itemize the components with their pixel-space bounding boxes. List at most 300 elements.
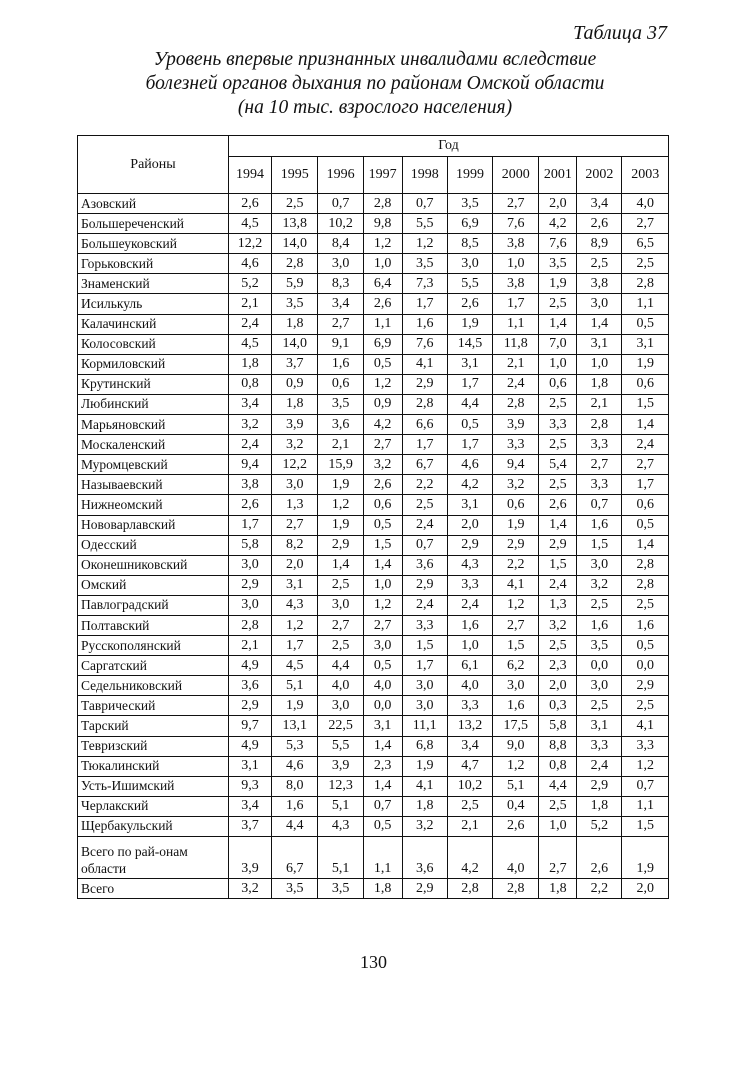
- table-row: [78, 816, 669, 836]
- value-cell: 1,9: [622, 354, 669, 374]
- value-cell: 3,9: [272, 415, 318, 435]
- value-cell: 3,1: [272, 575, 318, 595]
- value-cell: 6,9: [363, 334, 402, 354]
- value-cell: 3,2: [363, 455, 402, 475]
- value-cell: 4,2: [447, 475, 492, 495]
- value-cell: 4,4: [447, 394, 492, 414]
- table-row: [78, 194, 669, 214]
- value-cell: 1,9: [402, 756, 447, 776]
- table-row: [78, 415, 669, 435]
- value-cell: 0,0: [577, 656, 622, 676]
- value-cell: 0,0: [622, 656, 669, 676]
- table-row: [78, 796, 669, 816]
- title-line: болезней органов дыхания по районам Омской области: [145, 73, 605, 94]
- value-cell: 1,7: [402, 294, 447, 314]
- value-cell: 2,6: [539, 495, 577, 515]
- value-cell: 2,6: [577, 837, 622, 879]
- value-cell: 0,5: [363, 515, 402, 535]
- value-cell: 2,7: [577, 455, 622, 475]
- value-cell: 3,4: [228, 796, 271, 816]
- table-row: [78, 716, 669, 736]
- value-cell: 1,8: [402, 796, 447, 816]
- value-cell: 3,6: [228, 676, 271, 696]
- table-row: [78, 374, 669, 394]
- value-cell: 1,4: [577, 314, 622, 334]
- value-cell: 5,9: [272, 274, 318, 294]
- value-cell: 1,6: [577, 615, 622, 635]
- value-cell: 2,7: [539, 837, 577, 879]
- value-cell: 1,2: [363, 374, 402, 394]
- value-cell: 7,6: [493, 214, 539, 234]
- value-cell: 6,1: [447, 656, 492, 676]
- value-cell: 4,3: [447, 555, 492, 575]
- value-cell: 2,5: [318, 636, 363, 656]
- value-cell: 1,7: [272, 636, 318, 656]
- value-cell: 2,7: [493, 194, 539, 214]
- table-row: [78, 294, 669, 314]
- value-cell: 2,2: [402, 475, 447, 495]
- value-cell: 0,6: [493, 495, 539, 515]
- value-cell: 0,7: [402, 535, 447, 555]
- value-cell: 1,6: [402, 314, 447, 334]
- value-cell: 2,4: [493, 374, 539, 394]
- value-cell: 6,4: [363, 274, 402, 294]
- table-row: [78, 515, 669, 535]
- value-cell: 8,0: [272, 776, 318, 796]
- value-cell: 3,3: [493, 435, 539, 455]
- value-cell: 4,0: [622, 194, 669, 214]
- value-cell: 9,7: [228, 716, 271, 736]
- value-cell: 3,1: [447, 495, 492, 515]
- value-cell: 8,3: [318, 274, 363, 294]
- value-cell: 12,2: [228, 234, 271, 254]
- value-cell: 4,1: [402, 776, 447, 796]
- value-cell: 2,7: [622, 455, 669, 475]
- district-name-cell: Омский: [78, 575, 229, 595]
- value-cell: 2,5: [577, 254, 622, 274]
- value-cell: 7,0: [539, 334, 577, 354]
- value-cell: 22,5: [318, 716, 363, 736]
- value-cell: 2,8: [493, 394, 539, 414]
- district-name-cell: Павлоградский: [78, 595, 229, 615]
- value-cell: 1,5: [402, 636, 447, 656]
- value-cell: 1,2: [363, 234, 402, 254]
- value-cell: 2,8: [272, 254, 318, 274]
- value-cell: 4,3: [318, 816, 363, 836]
- district-name-cell: Всего: [78, 879, 229, 899]
- value-cell: 10,2: [318, 214, 363, 234]
- value-cell: 3,5: [402, 254, 447, 274]
- value-cell: 0,5: [622, 636, 669, 656]
- value-cell: 0,7: [318, 194, 363, 214]
- value-cell: 6,9: [447, 214, 492, 234]
- value-cell: 1,1: [622, 294, 669, 314]
- value-cell: 2,1: [577, 394, 622, 414]
- value-cell: 1,4: [363, 776, 402, 796]
- value-cell: 2,7: [318, 615, 363, 635]
- year-header-cell: 2003: [622, 157, 669, 194]
- value-cell: 6,7: [402, 455, 447, 475]
- table-row: [78, 314, 669, 334]
- table-row: [78, 575, 669, 595]
- value-cell: 3,8: [493, 274, 539, 294]
- value-cell: 3,0: [577, 294, 622, 314]
- value-cell: 2,5: [577, 696, 622, 716]
- value-cell: 3,4: [577, 194, 622, 214]
- value-cell: 1,6: [493, 696, 539, 716]
- value-cell: 6,8: [402, 736, 447, 756]
- value-cell: 9,3: [228, 776, 271, 796]
- value-cell: 3,0: [272, 475, 318, 495]
- district-name-cell: Тарский: [78, 716, 229, 736]
- value-cell: 3,3: [622, 736, 669, 756]
- value-cell: 13,1: [272, 716, 318, 736]
- value-cell: 4,9: [228, 656, 271, 676]
- value-cell: 1,4: [539, 515, 577, 535]
- value-cell: 5,5: [402, 214, 447, 234]
- value-cell: 2,5: [622, 254, 669, 274]
- value-cell: 1,0: [447, 636, 492, 656]
- value-cell: 2,5: [272, 194, 318, 214]
- district-name-cell: Азовский: [78, 194, 229, 214]
- value-cell: 8,9: [577, 234, 622, 254]
- value-cell: 4,1: [493, 575, 539, 595]
- value-cell: 1,4: [363, 555, 402, 575]
- value-cell: 2,9: [577, 776, 622, 796]
- table-row: [78, 254, 669, 274]
- value-cell: 7,6: [539, 234, 577, 254]
- table-row: [78, 354, 669, 374]
- value-cell: 3,5: [447, 194, 492, 214]
- value-cell: 1,8: [228, 354, 271, 374]
- value-cell: 2,5: [402, 495, 447, 515]
- district-name-cell: Нововарлавский: [78, 515, 229, 535]
- value-cell: 2,0: [447, 515, 492, 535]
- table-body: [78, 194, 669, 899]
- district-name-cell: Полтавский: [78, 615, 229, 635]
- value-cell: 9,4: [228, 455, 271, 475]
- value-cell: 4,4: [539, 776, 577, 796]
- value-cell: 4,9: [228, 736, 271, 756]
- year-header-cell: 1994: [228, 157, 271, 194]
- value-cell: 5,1: [493, 776, 539, 796]
- value-cell: 1,0: [577, 354, 622, 374]
- table-row: [78, 435, 669, 455]
- value-cell: 1,8: [577, 796, 622, 816]
- table-row: [78, 756, 669, 776]
- value-cell: 14,5: [447, 334, 492, 354]
- value-cell: 3,1: [577, 716, 622, 736]
- value-cell: 1,1: [493, 314, 539, 334]
- value-cell: 2,7: [318, 314, 363, 334]
- value-cell: 1,6: [272, 796, 318, 816]
- value-cell: 8,8: [539, 736, 577, 756]
- value-cell: 0,7: [402, 194, 447, 214]
- value-cell: 1,5: [622, 394, 669, 414]
- district-name-cell: Колосовский: [78, 334, 229, 354]
- district-name-cell: Тюкалинский: [78, 756, 229, 776]
- value-cell: 2,0: [272, 555, 318, 575]
- table-row: [78, 736, 669, 756]
- value-cell: 2,4: [402, 515, 447, 535]
- value-cell: 1,8: [272, 314, 318, 334]
- value-cell: 1,0: [539, 816, 577, 836]
- district-name-cell: Саргатский: [78, 656, 229, 676]
- year-header-cell: 1995: [272, 157, 318, 194]
- value-cell: 6,7: [272, 837, 318, 879]
- value-cell: 1,1: [622, 796, 669, 816]
- value-cell: 2,6: [447, 294, 492, 314]
- value-cell: 0,6: [539, 374, 577, 394]
- value-cell: 1,0: [363, 254, 402, 274]
- value-cell: 0,7: [577, 495, 622, 515]
- value-cell: 4,2: [363, 415, 402, 435]
- table-row: [78, 535, 669, 555]
- value-cell: 2,3: [363, 756, 402, 776]
- district-name-cell: Черлакский: [78, 796, 229, 816]
- district-name-cell: Крутинский: [78, 374, 229, 394]
- value-cell: 4,0: [363, 676, 402, 696]
- table-row: [78, 455, 669, 475]
- value-cell: 1,6: [622, 615, 669, 635]
- value-cell: 13,2: [447, 716, 492, 736]
- title-line: (на 10 тыс. взрослого населения): [237, 97, 513, 118]
- table-row: [78, 334, 669, 354]
- value-cell: 3,4: [318, 294, 363, 314]
- value-cell: 3,8: [228, 475, 271, 495]
- value-cell: 3,0: [577, 555, 622, 575]
- value-cell: 1,6: [577, 515, 622, 535]
- value-cell: 1,5: [577, 535, 622, 555]
- value-cell: 1,7: [402, 656, 447, 676]
- value-cell: 0,5: [363, 816, 402, 836]
- value-cell: 1,9: [318, 515, 363, 535]
- value-cell: 2,7: [272, 515, 318, 535]
- value-cell: 2,5: [539, 636, 577, 656]
- value-cell: 0,8: [228, 374, 271, 394]
- value-cell: 1,2: [272, 615, 318, 635]
- value-cell: 6,6: [402, 415, 447, 435]
- value-cell: 0,5: [622, 515, 669, 535]
- value-cell: 2,8: [402, 394, 447, 414]
- value-cell: 0,6: [363, 495, 402, 515]
- value-cell: 1,5: [622, 816, 669, 836]
- value-cell: 2,6: [228, 194, 271, 214]
- value-cell: 0,0: [363, 696, 402, 716]
- value-cell: 3,5: [539, 254, 577, 274]
- value-cell: 5,1: [272, 676, 318, 696]
- value-cell: 3,5: [577, 636, 622, 656]
- value-cell: 0,5: [363, 354, 402, 374]
- table-number: Таблица 37: [573, 22, 667, 44]
- value-cell: 2,9: [539, 535, 577, 555]
- value-cell: 2,9: [493, 535, 539, 555]
- value-cell: 2,2: [577, 879, 622, 899]
- value-cell: 1,4: [622, 535, 669, 555]
- value-cell: 1,8: [539, 879, 577, 899]
- value-cell: 3,8: [577, 274, 622, 294]
- value-cell: 14,0: [272, 334, 318, 354]
- value-cell: 4,4: [318, 656, 363, 676]
- value-cell: 3,5: [318, 879, 363, 899]
- value-cell: 1,9: [622, 837, 669, 879]
- value-cell: 1,0: [363, 575, 402, 595]
- value-cell: 1,3: [539, 595, 577, 615]
- value-cell: 2,6: [577, 214, 622, 234]
- district-name-cell: Большеуковский: [78, 234, 229, 254]
- district-name-cell: Щербакульский: [78, 816, 229, 836]
- value-cell: 0,6: [622, 495, 669, 515]
- value-cell: 9,1: [318, 334, 363, 354]
- value-cell: 15,9: [318, 455, 363, 475]
- value-cell: 3,7: [272, 354, 318, 374]
- value-cell: 7,6: [402, 334, 447, 354]
- value-cell: 9,4: [493, 455, 539, 475]
- value-cell: 0,7: [622, 776, 669, 796]
- value-cell: 8,5: [447, 234, 492, 254]
- district-name-cell: Большереченский: [78, 214, 229, 234]
- value-cell: 10,2: [447, 776, 492, 796]
- title-line: Уровень впервые признанных инвалидами вследствие: [153, 49, 597, 70]
- value-cell: 7,3: [402, 274, 447, 294]
- value-cell: 3,6: [402, 837, 447, 879]
- value-cell: 3,3: [447, 696, 492, 716]
- value-cell: 2,4: [228, 314, 271, 334]
- value-cell: 2,5: [539, 475, 577, 495]
- district-name-cell: Марьяновский: [78, 415, 229, 435]
- district-name-cell: Таврический: [78, 696, 229, 716]
- district-name-cell: Тевризский: [78, 736, 229, 756]
- value-cell: 1,0: [539, 354, 577, 374]
- value-cell: 0,3: [539, 696, 577, 716]
- value-cell: 4,5: [272, 656, 318, 676]
- table-row: [78, 676, 669, 696]
- value-cell: 3,5: [272, 294, 318, 314]
- district-name-cell: Горьковский: [78, 254, 229, 274]
- value-cell: 2,8: [622, 575, 669, 595]
- value-cell: 2,9: [228, 575, 271, 595]
- value-cell: 3,0: [402, 676, 447, 696]
- value-cell: 1,2: [622, 756, 669, 776]
- value-cell: 2,5: [539, 435, 577, 455]
- value-cell: 2,8: [622, 555, 669, 575]
- value-cell: 2,4: [402, 595, 447, 615]
- value-cell: 2,9: [318, 535, 363, 555]
- value-cell: 1,2: [493, 756, 539, 776]
- value-cell: 3,9: [228, 837, 271, 879]
- year-header-cell: 1997: [363, 157, 402, 194]
- value-cell: 3,3: [539, 415, 577, 435]
- value-cell: 3,2: [402, 816, 447, 836]
- value-cell: 1,4: [318, 555, 363, 575]
- value-cell: 12,3: [318, 776, 363, 796]
- value-cell: 4,5: [228, 334, 271, 354]
- year-header-cell: 1999: [447, 157, 492, 194]
- value-cell: 4,5: [228, 214, 271, 234]
- value-cell: 8,2: [272, 535, 318, 555]
- district-column-header: Районы: [78, 136, 229, 194]
- year-header-cell: 2002: [577, 157, 622, 194]
- district-name-cell: Калачинский: [78, 314, 229, 334]
- value-cell: 17,5: [493, 716, 539, 736]
- value-cell: 3,1: [622, 334, 669, 354]
- value-cell: 2,8: [363, 194, 402, 214]
- value-cell: 3,1: [577, 334, 622, 354]
- value-cell: 1,2: [402, 234, 447, 254]
- value-cell: 2,8: [622, 274, 669, 294]
- value-cell: 5,5: [447, 274, 492, 294]
- value-cell: 3,0: [402, 696, 447, 716]
- district-name-cell: Кормиловский: [78, 354, 229, 374]
- value-cell: 1,9: [447, 314, 492, 334]
- value-cell: 2,7: [493, 615, 539, 635]
- value-cell: 3,0: [493, 676, 539, 696]
- value-cell: 0,7: [363, 796, 402, 816]
- table-row: [78, 475, 669, 495]
- value-cell: 3,2: [493, 475, 539, 495]
- value-cell: 2,1: [228, 294, 271, 314]
- value-cell: 2,9: [402, 374, 447, 394]
- value-cell: 5,4: [539, 455, 577, 475]
- value-cell: 4,4: [272, 816, 318, 836]
- value-cell: 2,4: [622, 435, 669, 455]
- district-name-cell: Исилькуль: [78, 294, 229, 314]
- value-cell: 2,6: [493, 816, 539, 836]
- value-cell: 1,7: [622, 475, 669, 495]
- value-cell: 3,3: [577, 435, 622, 455]
- value-cell: 2,6: [363, 294, 402, 314]
- district-name-cell: Москаленский: [78, 435, 229, 455]
- table-row: [78, 555, 669, 575]
- value-cell: 9,8: [363, 214, 402, 234]
- value-cell: 2,5: [539, 294, 577, 314]
- value-cell: 6,5: [622, 234, 669, 254]
- value-cell: 5,5: [318, 736, 363, 756]
- value-cell: 1,2: [363, 595, 402, 615]
- value-cell: 1,1: [363, 314, 402, 334]
- value-cell: 4,0: [447, 676, 492, 696]
- table-row: [78, 656, 669, 676]
- value-cell: 1,0: [493, 254, 539, 274]
- value-cell: 1,2: [318, 495, 363, 515]
- value-cell: 2,5: [318, 575, 363, 595]
- year-header-cell: 2001: [539, 157, 577, 194]
- table-row: [78, 696, 669, 716]
- value-cell: 1,7: [228, 515, 271, 535]
- value-cell: 2,2: [493, 555, 539, 575]
- year-header-cell: 1998: [402, 157, 447, 194]
- value-cell: 3,1: [447, 354, 492, 374]
- value-cell: 1,9: [272, 696, 318, 716]
- value-cell: 11,1: [402, 716, 447, 736]
- value-cell: 2,7: [363, 435, 402, 455]
- value-cell: 4,3: [272, 595, 318, 615]
- value-cell: 4,0: [318, 676, 363, 696]
- value-cell: 0,8: [539, 756, 577, 776]
- value-cell: 8,4: [318, 234, 363, 254]
- value-cell: 0,5: [622, 314, 669, 334]
- value-cell: 2,6: [363, 475, 402, 495]
- district-name-cell: Называевский: [78, 475, 229, 495]
- table-row: [78, 595, 669, 615]
- value-cell: 1,5: [493, 636, 539, 656]
- value-cell: 2,8: [493, 879, 539, 899]
- value-cell: 3,4: [228, 394, 271, 414]
- table-row: [78, 394, 669, 414]
- value-cell: 1,3: [272, 495, 318, 515]
- value-cell: 3,6: [402, 555, 447, 575]
- table-row: [78, 495, 669, 515]
